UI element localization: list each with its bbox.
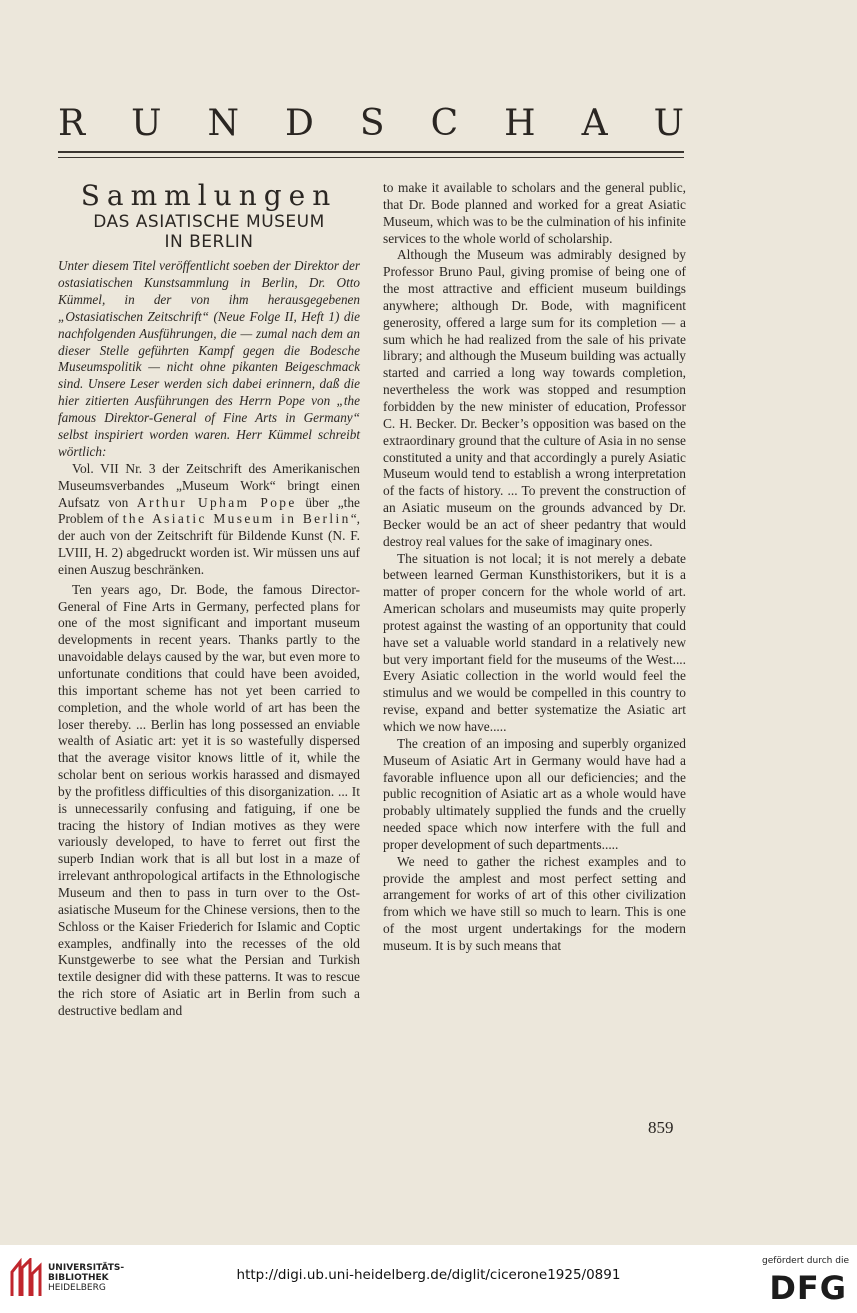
article-heading-line2: IN BERLIN: [164, 232, 254, 252]
masthead-rule-thick: [58, 151, 684, 153]
paragraph: to make it available to scholars and the general public, that Dr. Bode planned and worked for a great Asiatic Museum, which was to be the culmination of his infinite services to the whole world of scholarship.: [383, 180, 686, 246]
masthead: [58, 103, 684, 144]
paragraph: We need to gather the richest examples and to provide the amplest and most perfect setting and arrangement for works of art of this other civilization from which we have still so much to learn. This is one of the most urgent undertakings for the modern museum. It is by such means that: [383, 853, 686, 953]
funded-by-label: gefördert durch die: [762, 1256, 849, 1266]
paragraph: The situation is not local; it is not merely a debate between learned German Kunsthistorikers, but it is a matter of proper concern for the whole world of art. American scholars and museumists may quite properly protest against the wasting of an opportunity that could have set a valuable world standard in a relatively new but very important field for the museums of the West.... Every Asiatic collection in the world would feel the stimulus and we would be compelled in this country to revise, expand and better systematize the Asiatic art which we now have.....: [383, 550, 686, 734]
paragraph-text: “, der auch von der Zeitschrift für Bildende Kunst (N. F. LVIII, H. 2) abgedruckt worden ist. Wir müssen uns auf einen Auszug beschränken.: [58, 511, 360, 577]
masthead-letter: N: [207, 103, 239, 144]
paragraph-text: Vol. VII Nr. 3 der Zeitschrift des Amerikanischen Museumsverbandes „Museum Work“ bringt einen Aufsatz von: [58, 460, 360, 510]
paragraph: Ten years ago, Dr. Bode, the famous Director-General of Fine Arts in Germany, perfected plans for one of the most significant and important museum developments in recent years. Thanks partly to the unavoidable delays caused by the war, but even more to unfortunate conditions that could have been avoided, this important scheme has not yet been carried to completion, and the whole world of art has been the loser thereby. ... Berlin has long possessed an enviable wealth of Asiatic art: yet it is so wastefully dispersed that the average visitor knows little of it, while the scholar bent on serious workis harassed and dismayed by the profitless difficulties of this disorganization. ... It is unnecessarily confusing and fatiguing, if one be tracing the history of Indian motives as they were variously developed, to have to ferret out first the superb Indian work that is all but lost in a maze of irrelevant anthropological artifacts in the Ethnologische Museum and then to pass in turn over to the Ost-asiatische Museum for the Chinese versions, then to the Schloss or the Kaiser Friederich for Islamic and Coptic examples, andfinally into the recesses of the old Kunstgewerbe to see what the Persian and Turkish textile designer did with these patterns. It was to rescue the rich store of Asiatic art in Berlin from such a destructive bedlam and: [58, 581, 360, 1018]
masthead-rule-thin: [58, 157, 684, 158]
right-column: [383, 180, 686, 955]
section-title: Sammlungen: [80, 179, 338, 212]
masthead-letter: H: [504, 103, 536, 144]
masthead-letter: C: [430, 103, 459, 144]
dfg-logo: DFG: [769, 1269, 847, 1307]
paragraph-text: über „the Problem of: [58, 494, 360, 527]
masthead-letter: S: [359, 103, 385, 144]
library-name-line: BIBLIOTHEK: [48, 1273, 109, 1283]
left-column: [58, 180, 360, 1020]
page-number: 859: [648, 1118, 674, 1137]
masthead-letter: D: [285, 103, 314, 144]
editorial-intro: Unter diesem Titel veröffentlicht soeben der Direktor der ostasiatischen Kunstsammlung in Berlin, Dr. Otto Kümmel, in der von ihm herausgegebenen „Ostasiatischen Zeitschrift“ (Neue Folge II, Heft 1) die nachfolgenden Ausführungen, die — zumal nach dem an dieser Stelle geführten Kampf gegen die Bodesche Museumspolitik — nicht ohne pikanten Beigeschmack sind. Unsere Leser werden sich dabei erinnern, daß die hier zitierten Ausführungen des Herrn Pope von „the famous Direktor-General of Fine Arts in Germany“ selbst inspiriert worden waren. Herr Kümmel schreibt wörtlich:: [58, 258, 360, 459]
article-heading-line1: DAS ASIATISCHE MUSEUM: [93, 212, 325, 232]
masthead-letter: U: [131, 103, 162, 144]
masthead-letter: A: [581, 103, 608, 144]
viewer-footer: [0, 1245, 857, 1313]
masthead-letter: R: [58, 103, 86, 144]
library-name-line: HEIDELBERG: [48, 1283, 106, 1293]
library-name-line: UNIVERSITÄTS-: [48, 1263, 125, 1273]
paragraph: The creation of an imposing and superbly organized Museum of Asiatic Art in Germany would have had a favorable influence upon all our deficiencies; and the public recognition of Asiatic art as a whole would have probably ultimately supplied the funds and the cruelly needed space which now interfere with the full and proper development of such departments.....: [383, 735, 686, 852]
article-title: the Asiatic Museum in Berlin: [122, 511, 351, 527]
paragraph: [58, 461, 360, 579]
masthead-letter: U: [653, 103, 684, 144]
permalink-url[interactable]: http://digi.ub.uni-heidelberg.de/diglit/cicerone1925/0891: [236, 1267, 621, 1283]
paragraph: Although the Museum was admirably designed by Professor Bruno Paul, giving promise of being one of the most attractive and efficient museum buildings anywhere; although Dr. Bode, with magnificent generosity, offered a large sum for its completion — a sum which he had realized from the sale of his private library; and although the Museum building was actually started and carried a long way towards completion, nevertheless the work was stopped and resumption forbidden by the new minister of education, Professor C. H. Becker. Dr. Becker’s opposition was based on the extraordinary ground that the culture of Asia in no sense constituted a unity and that accordingly a purely Asiatic Museum would tend to establish a wrong interpretation of the facts of history. ... To prevent the construction of an Asiatic museum on the grounds advanced by Dr. Becker would be an act of sheer pedantry that would destroy real values for the sake of imaginary ones.: [383, 247, 686, 549]
author-name: Arthur Upham Pope: [136, 494, 297, 510]
